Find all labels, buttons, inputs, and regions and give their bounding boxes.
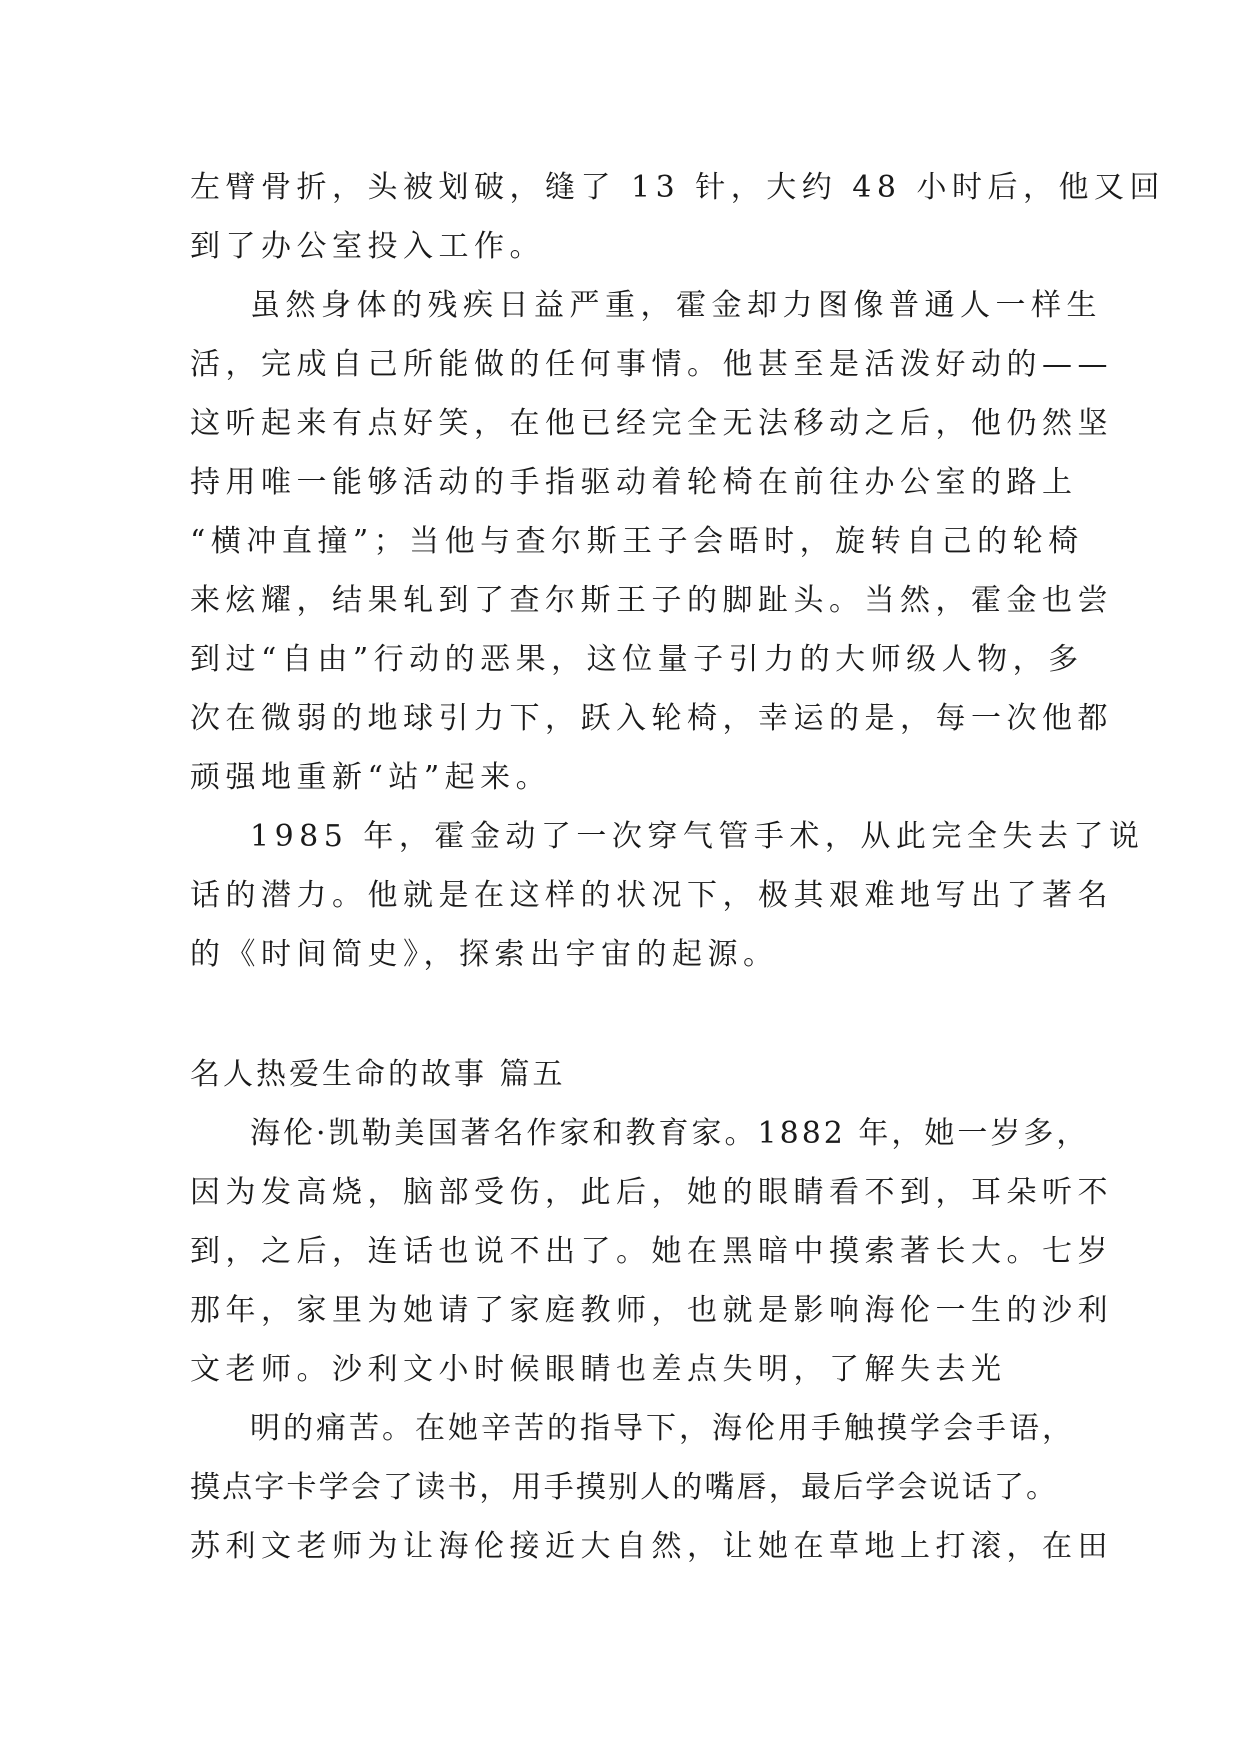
paragraph-helen-keller xyxy=(190,1104,1113,1399)
paragraph-hawking-1985 xyxy=(190,807,1145,984)
text-line: 因为发高烧，脑部受伤，此后，她的眼睛看不到，耳朵听不 xyxy=(190,1175,1113,1210)
text-line: 顽强地重新“站”起来。 xyxy=(190,760,552,795)
text-line: 持用唯一能够活动的手指驱动着轮椅在前往办公室的路上 xyxy=(190,465,1078,500)
paragraph-helen-continued xyxy=(190,1399,1113,1576)
text-line: 海伦·凯勒美国著名作家和教育家。1882 年，她一岁多， xyxy=(250,1116,1090,1151)
text-line: 次在微弱的地球引力下，跃入轮椅，幸运的是，每一次他都 xyxy=(190,701,1113,736)
text-line: 的《时间简史》，探索出宇宙的起源。 xyxy=(190,937,779,972)
text-line: 1985 年，霍金动了一次穿气管手术，从此完全失去了说 xyxy=(250,819,1145,854)
text-line: 到过“自由”行动的恶果，这位量子引力的大师级人物，多 xyxy=(190,642,1084,677)
text-line: “横冲直撞”；当他与查尔斯王子会晤时，旋转自己的轮椅 xyxy=(190,524,1084,559)
text-line: 到，之后，连话也说不出了。她在黑暗中摸索著长大。七岁 xyxy=(190,1234,1113,1269)
heading-text: 名人热爱生命的故事 篇五 xyxy=(190,1057,566,1092)
text-line: 虽然身体的残疾日益严重，霍金却力图像普通人一样生 xyxy=(250,288,1102,323)
text-line: 来炫耀，结果轧到了查尔斯王子的脚趾头。当然，霍金也尝 xyxy=(190,583,1113,618)
text-line: 左臂骨折，头被划破，缝了 13 针，大约 48 小时后，他又回 xyxy=(190,170,1165,205)
text-line: 这听起来有点好笑，在他已经完全无法移动之后，他仍然坚 xyxy=(190,406,1113,441)
text-line: 话的潜力。他就是在这样的状况下，极其艰难地写出了著名 xyxy=(190,878,1113,913)
text-line: 到了办公室投入工作。 xyxy=(190,229,545,264)
paragraph-continuation xyxy=(190,158,1165,276)
text-line: 那年，家里为她请了家庭教师，也就是影响海伦一生的沙利 xyxy=(190,1293,1113,1328)
text-line: 文老师。沙利文小时候眼睛也差点失明，了解失去光 xyxy=(190,1352,1007,1387)
text-line: 苏利文老师为让海伦接近大自然，让她在草地上打滚，在田 xyxy=(190,1529,1113,1564)
paragraph-hawking-life xyxy=(190,276,1113,807)
text-line: 活，完成自己所能做的任何事情。他甚至是活泼好动的—— xyxy=(190,347,1113,382)
text-line: 明的痛苦。在她辛苦的指导下，海伦用手触摸学会手语， xyxy=(250,1411,1075,1446)
section-heading xyxy=(190,1045,1058,1104)
text-line: 摸点字卡学会了读书，用手摸别人的嘴唇，最后学会说话了。 xyxy=(190,1470,1058,1505)
